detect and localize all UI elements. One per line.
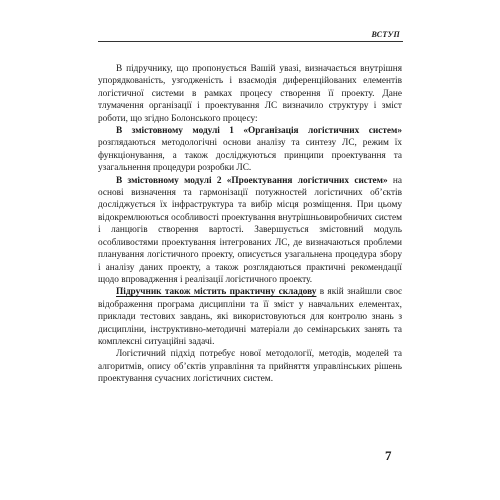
paragraph-module-2 — [98, 175, 402, 287]
page-number: 7 — [385, 448, 392, 463]
paragraph-text: в якій знайшли своє відображення програма дисципліни та її зміст у навчальних елементах, приклади тестових завдань, які використовуються для контролю знань з дисципліни, інструктивно-методичні матеріали до семінарських занять та комплексні ситуаційні задачі. — [98, 287, 403, 347]
header-rule — [98, 41, 403, 42]
module-1-heading: В змістовному модулі 1 «Організація логістичних систем» — [116, 126, 402, 137]
paragraph-text: розглядаються методологічні основи аналізу та синтезу ЛС, режим їх функціонування, а також досліджуються принципи проектування та узагальнення процедури розробки ЛС. — [98, 138, 402, 174]
paragraph-intro — [98, 63, 402, 125]
paragraph-text: Логістичний підхід потребує нової методології, методів, моделей та алгоритмів, опису об’єктів управління та прийняття управлінських рішень проектування сучасних логістичних систем. — [98, 349, 402, 385]
running-head: ВСТУП — [371, 30, 400, 39]
paragraph-module-1 — [98, 125, 402, 175]
paragraph-text: В підручнику, що пропонується Вашій увазі, визначається внутрішня упорядкованість, узгодженість і взаємодія диференційованих елементів логістичної системи в рамках процесу створення її проекту. Дане тлумачення організації і проектування ЛС визначило структуру і зміст роботи, що згідно Болонського процесу: — [98, 64, 402, 124]
body-text — [98, 63, 402, 386]
practical-part-heading: Підручник також містить практичну складову — [116, 287, 317, 298]
module-2-heading: В змістовному модулі 2 «Проектування логістичних систем» — [116, 175, 388, 186]
paragraph-conclusion — [98, 348, 402, 385]
paragraph-text: на основі визначення та гармонізації потужностей логістичних об’єктів досліджується їх інфраструктура та вибір місця розміщення. При цьому відокремлюються особливості проектування внутрішньовиробничих систем і ланцюгів створення вартості. Завершується змістовний модуль особливостями проектування інтегрованих ЛС, де визначаються проблеми планування логістичного проекту, описується узагальнена процедура збору і аналізу даних проекту, а також розглядаються практичні рекомендації щодо впровадження і реалізації логістичного проекту. — [98, 175, 402, 285]
paragraph-practical — [98, 286, 402, 348]
